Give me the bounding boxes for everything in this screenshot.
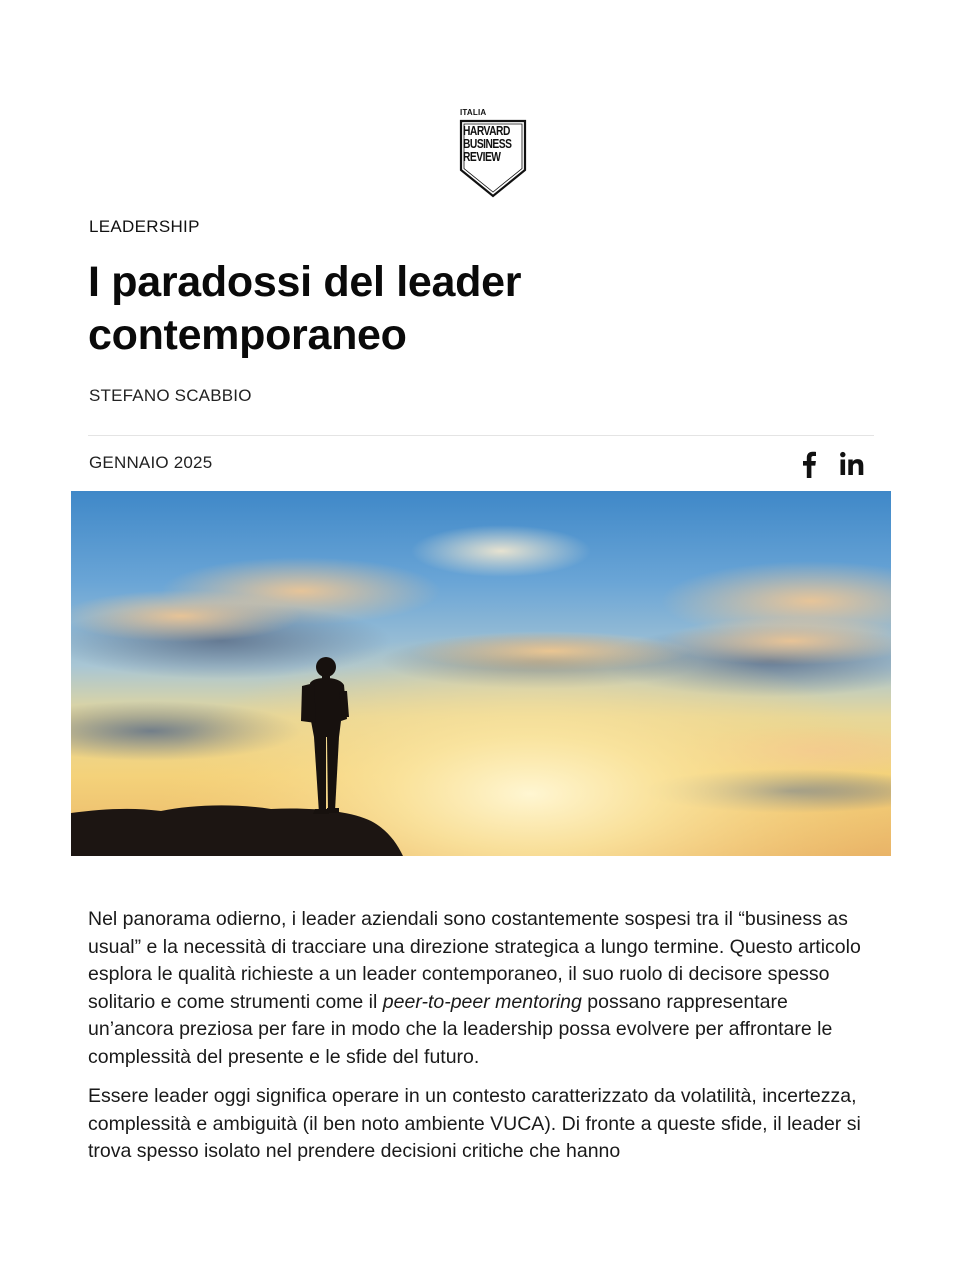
article-body (88, 906, 878, 1178)
article-date: GENNAIO 2025 (89, 453, 213, 472)
article-author[interactable]: STEFANO SCABBIO (89, 386, 252, 405)
logo-line-review: REVIEW (463, 150, 501, 164)
body-paragraph-1 (88, 906, 878, 1071)
linkedin-share-button[interactable] (836, 448, 868, 480)
article-title: I paradossi del leader contemporaneo (88, 258, 522, 359)
logo-line-harvard: HARVARD (463, 124, 510, 138)
body-paragraph-1-part-a: Nel panorama odierno, i leader aziendali sono costantemente sospesi tra il “business as usual” e la necessità di tracciare una direzione strategica a lungo termine. Questo articolo esplora le qualità richieste a un leader contemporaneo, il suo ruolo di decisore spesso solitario e come strumenti come il (88, 908, 861, 1013)
divider (88, 435, 874, 436)
logo-wordmark (463, 125, 512, 164)
body-paragraph-1-part-b: possano rappresentare un’ancora preziosa per fare in modo che la leadership possa evolvere per affrontare le complessità del presente e le sfide del futuro. (88, 990, 833, 1068)
body-paragraph-2: Essere leader oggi significa operare in un contesto caratterizzato da volatilità, incertezza, complessità e ambiguità (il ben noto ambiente VUCA). Di fronte a queste sfide, il leader si trova spesso isolato nel prendere decisioni critiche che hanno (88, 1085, 861, 1162)
logo-line-business: BUSINESS (463, 137, 512, 151)
hbr-italia-logo[interactable] (458, 108, 530, 200)
facebook-share-button[interactable] (796, 448, 822, 480)
silhouette-at-sunset-image (71, 491, 891, 856)
linkedin-icon (838, 450, 866, 478)
facebook-icon (801, 450, 817, 478)
section-label[interactable]: LEADERSHIP (89, 217, 200, 236)
body-paragraph-1-emphasis: peer-to-peer mentoring (382, 990, 582, 1013)
logo-country-label: ITALIA (460, 108, 487, 117)
hero-image (71, 491, 891, 856)
